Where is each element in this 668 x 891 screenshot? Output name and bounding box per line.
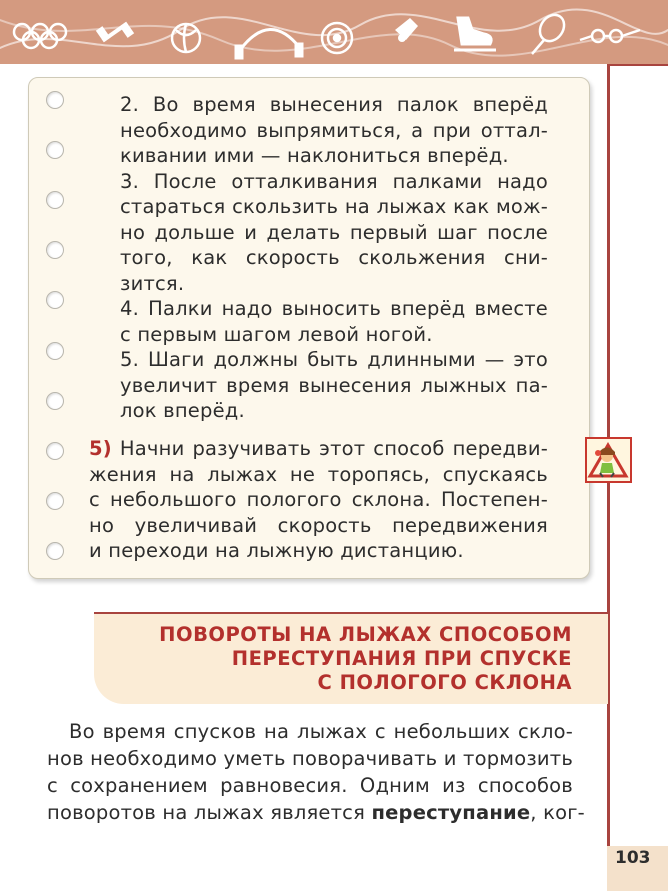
list-line: кивании ими — наклониться вперёд. <box>120 144 509 167</box>
step-line: но увеличивай скорость передвижения <box>89 513 548 537</box>
heading-line: ПОВОРОТЫ НА ЛЫЖАХ СПОСОБОМ <box>159 623 572 646</box>
list-line: того, как скорость скольжения сни- <box>120 246 548 269</box>
step-line: жения на лыжах не торопясь, спускаясь <box>89 462 548 486</box>
step-number: 5) <box>89 437 112 460</box>
list-line: увеличит время вынесения лыжных па- <box>120 373 548 397</box>
ring-hole <box>46 342 64 360</box>
body-line <box>47 799 585 826</box>
heading-line: ПЕРЕСТУПАНИЯ ПРИ СПУСКЕ <box>231 647 572 670</box>
ring-hole <box>46 542 64 560</box>
skate-icon <box>454 18 496 50</box>
page-number: 103 <box>615 848 651 868</box>
ring-hole <box>46 392 64 410</box>
list-line: лок вперёд. <box>120 399 245 422</box>
list-line: стараться скользить на лыжах как мож- <box>120 195 548 218</box>
list-line: 2. Во время вынесения палок вперёд <box>120 93 548 116</box>
step-line: и переходи на лыжную дистанцию. <box>89 539 464 562</box>
dumbbell-icon <box>96 22 134 42</box>
ring-hole <box>46 492 64 510</box>
body-paragraph <box>47 718 585 826</box>
list-line: 3. После отталкивания палками надо <box>120 169 548 193</box>
section-heading <box>159 623 572 695</box>
body-last-before: поворотов на лыжах является <box>47 801 366 824</box>
shuttlecock-icon <box>395 18 418 42</box>
section-heading-box <box>94 612 608 704</box>
step-line <box>89 436 548 462</box>
step-five-paragraph <box>89 436 548 564</box>
list-line: но дольше и делать первый шаг после <box>120 220 548 244</box>
body-line: Во время спусков на лыжах с небольших скло- <box>69 720 573 743</box>
top-corner-rule <box>609 64 668 66</box>
list-line: с первым шагом левой ногой. <box>120 322 433 346</box>
ring-hole <box>46 241 64 259</box>
ring-hole <box>46 191 64 209</box>
jump-rope-icon <box>236 29 302 58</box>
technique-list <box>120 92 548 424</box>
volleyball-icon <box>172 24 200 52</box>
list-line: зится. <box>120 271 185 295</box>
step-line: с небольшого пологого склона. Постепен- <box>89 488 548 511</box>
ring-hole <box>46 291 64 309</box>
sports-banner <box>0 0 668 64</box>
heading-line: С ПОЛОГОГО СКЛОНА <box>317 671 572 694</box>
target-icon <box>322 23 352 53</box>
caution-sign-icon <box>585 437 632 483</box>
tennis-racket-icon <box>532 10 569 54</box>
list-line: 4. Палки надо выносить вперёд вместе <box>120 297 548 320</box>
body-line: нов необходимо уметь поворачивать и тормозить <box>47 747 574 770</box>
ring-hole <box>46 141 64 159</box>
body-last-after: , ког- <box>530 801 585 824</box>
ring-hole <box>46 442 64 460</box>
body-line: с сохранением равновесия. Одним из способов <box>47 774 573 797</box>
step-first-text: Начни разучивать этот способ передви- <box>119 437 548 460</box>
term-bold: переступание <box>371 801 531 824</box>
olympic-rings-icon <box>14 24 66 48</box>
list-line: необходимо выпрямиться, а при оттал- <box>120 118 548 142</box>
list-line: 5. Шаги должны быть длинными — это <box>120 348 548 371</box>
ring-hole <box>46 91 64 109</box>
